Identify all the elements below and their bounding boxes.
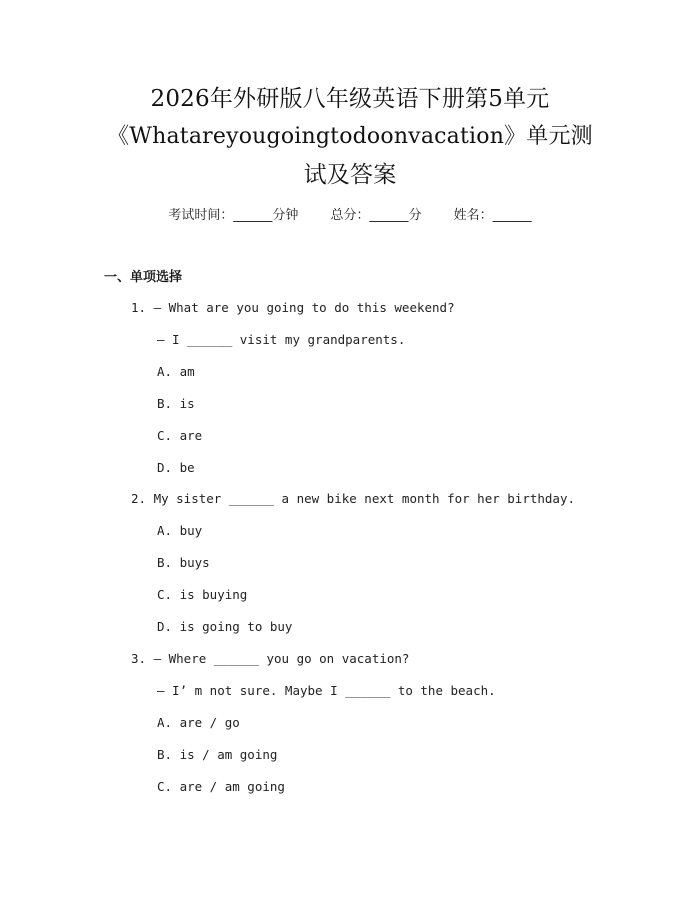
section-heading: 一、单项选择 <box>104 270 183 285</box>
question-reply: — I’ m not sure. Maybe I ______ to the beach. <box>157 683 496 698</box>
exam-score: 总分：______分 <box>330 208 422 223</box>
answer-option: B. is <box>157 396 195 411</box>
question-stem: 1. — What are you going to do this weekend? <box>131 300 455 315</box>
exam-meta <box>0 204 700 223</box>
doc-title-line-3: 试及答案 <box>303 162 397 188</box>
exam-time: 考试时间：______分钟 <box>168 208 299 223</box>
answer-option: D. be <box>157 460 195 475</box>
answer-option: C. are / am going <box>157 779 285 794</box>
question-stem: 2. My sister ______ a new bike next month for her birthday. <box>131 491 576 506</box>
exam-name: 姓名：______ <box>453 208 532 223</box>
answer-option: C. are <box>157 428 203 443</box>
question-stem: 3. — Where ______ you go on vacation? <box>131 651 410 666</box>
answer-option: A. am <box>157 364 195 379</box>
answer-option: D. is going to buy <box>157 619 293 634</box>
doc-title-line-1: 2026年外研版八年级英语下册第5单元 <box>150 86 550 112</box>
answer-option: A. buy <box>157 523 203 538</box>
answer-option: B. is / am going <box>157 747 278 762</box>
answer-option: B. buys <box>157 555 210 570</box>
answer-option: A. are / go <box>157 715 240 730</box>
doc-title-line-2: 《Whatareyougoingtodoonvacation》单元测 <box>107 124 593 149</box>
question-reply: — I ______ visit my grandparents. <box>157 332 406 347</box>
answer-option: C. is buying <box>157 587 248 602</box>
